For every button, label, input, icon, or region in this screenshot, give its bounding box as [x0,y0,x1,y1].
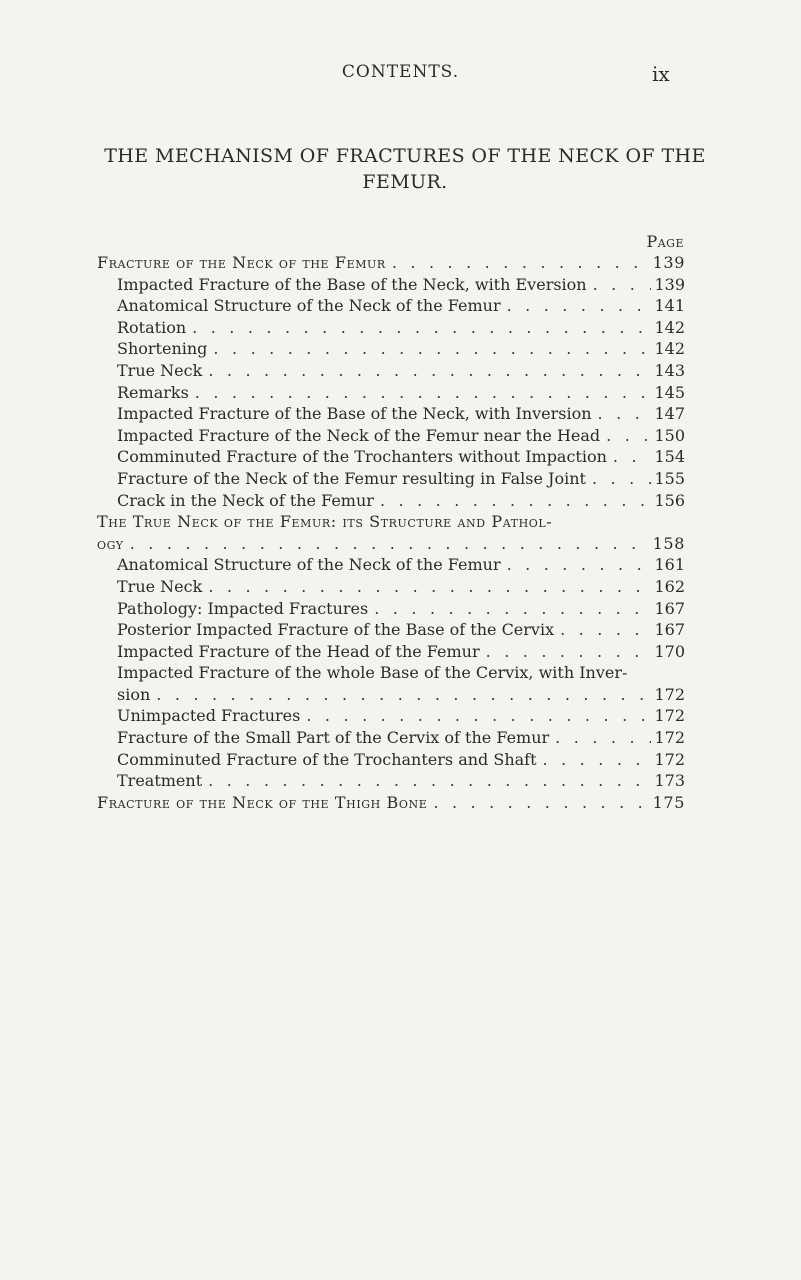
toc-sub-entry [97,274,685,296]
toc-main-entry [97,511,685,533]
toc-entry-title: Fracture of the Neck of the Femur [97,253,386,272]
dot-leader [501,554,651,576]
toc-entry-page: 170 [654,641,685,661]
toc-entry-title: Anatomical Structure of the Neck of the Femur [117,296,501,316]
toc-sub-entry [97,619,685,641]
toc-entry-title: Fracture of the Neck of the Femur resulting in False Joint [117,468,586,488]
dot-leader [554,619,651,641]
toc-entry-title: Crack in the Neck of the Femur [117,490,374,510]
dot-leader [300,705,651,727]
toc-entry-page: 142 [654,339,685,359]
toc-entry-title: sion [117,684,151,704]
toc-sub-entry [97,446,685,468]
dot-leader [202,576,651,598]
toc-entry-page: 156 [654,490,685,510]
toc-entry-title: Pathology: Impacted Fractures [117,598,369,618]
toc-sub-entry [97,317,685,339]
toc-sub-entry [97,727,685,749]
toc-entry-page: 167 [654,598,685,618]
toc-entry-page: 158 [652,533,685,553]
toc-entry-page: 145 [654,382,685,402]
toc-sub-entry [97,662,685,684]
toc-entry-page: 143 [654,360,685,380]
toc-entry-page: 172 [654,706,685,726]
dot-leader [586,468,651,490]
page-column-label: Page [646,232,684,251]
dot-leader [607,446,651,468]
toc-sub-entry [97,770,685,792]
toc-entry-title: Comminuted Fracture of the Trochanters without Impaction [117,447,607,467]
dot-leader [202,770,651,792]
toc-sub-entry [97,490,685,512]
running-title: CONTENTS. [341,62,460,82]
toc-main-entry [97,792,685,814]
section-title: THE MECHANISM OF FRACTURES OF THE NECK OF THE FEMUR. [104,145,706,193]
toc-sub-entry [97,382,685,404]
toc-main-entry [97,252,685,274]
toc-entry-title: Impacted Fracture of the Head of the Femur [117,641,480,661]
running-head [0,62,801,90]
dot-leader [480,641,651,663]
toc-entry-page: 155 [654,468,685,488]
dot-leader [600,425,651,447]
toc-entry-page: 154 [654,447,685,467]
dot-leader [427,792,651,814]
toc-sub-entry [97,749,685,771]
page-number: ix [652,62,670,86]
toc-entry-page: 147 [654,404,685,424]
toc-entry-title: Impacted Fracture of the Neck of the Femur near the Head [117,425,601,445]
toc-entry-page: 161 [654,555,685,575]
toc-entry-title: Impacted Fracture of the Base of the Neck, with Eversion [117,274,587,294]
dot-leader [207,338,651,360]
toc-entry-title: Fracture of the Neck of the Thigh Bone [97,792,428,812]
toc-entry-title: Remarks [117,382,189,402]
toc-entry-page: 139 [654,274,685,294]
toc-sub-entry [97,705,685,727]
toc-entry-page: 167 [654,620,685,640]
toc-entry-page: 150 [654,425,685,445]
toc-entry-title: ogy [97,533,124,553]
toc-entry-title: True Neck [117,360,203,380]
toc-sub-entry [97,360,685,382]
toc-sub-entry [97,684,685,706]
toc-entry-title: Comminuted Fracture of the Trochanters and Shaft [117,749,537,769]
dot-leader [587,274,651,296]
toc-sub-entry [97,576,685,598]
toc-entry-page: 139 [652,253,685,272]
toc-sub-entry [97,554,685,576]
toc-entry-title: The True Neck of the Femur: its Structure and Pathol- [97,512,553,532]
dot-leader [186,317,651,339]
toc-entry-title: Rotation [117,317,187,337]
dot-leader [189,382,651,404]
toc-entry-page: 162 [654,576,685,596]
toc-sub-entry [97,338,685,360]
toc-entry-page: 142 [654,317,685,337]
dot-leader [549,727,651,749]
toc-entry-page: 172 [654,728,685,748]
toc-sub-entry [97,295,685,317]
toc-sub-entry [97,468,685,490]
toc-entry-title: Shortening [117,339,208,359]
toc-entry-title: Fracture of the Small Part of the Cervix of the Femur [117,728,550,748]
dot-leader [374,490,651,512]
dot-leader [202,360,651,382]
dot-leader [368,598,651,620]
toc-entry-title: Treatment [117,771,203,791]
dot-leader [537,749,651,771]
toc-sub-entry [97,403,685,425]
toc-entry-page: 172 [654,749,685,769]
toc-main-entry [97,533,685,555]
toc-entry-page: 141 [654,296,685,316]
toc-entry-title: Anatomical Structure of the Neck of the Femur [117,555,501,575]
toc-entry-title: Impacted Fracture of the Base of the Neck, with Inversion [117,404,592,424]
dot-leader [386,252,651,274]
toc-entry-title: True Neck [117,576,203,596]
dot-leader [150,684,651,706]
toc-sub-entry [97,641,685,663]
toc-entry-title: Posterior Impacted Fracture of the Base of the Cervix [117,620,555,640]
dot-leader [592,403,651,425]
toc-entry-page: 172 [654,684,685,704]
toc-entry-page: 173 [654,771,685,791]
toc-sub-entry [97,425,685,447]
toc-entry-page: 175 [652,792,685,812]
dot-leader [501,295,651,317]
toc-entry-title: Unimpacted Fractures [117,706,301,726]
toc-entry-title: Impacted Fracture of the whole Base of the Cervix, with Inver- [117,663,628,683]
table-of-contents [97,252,685,813]
dot-leader [124,533,651,555]
toc-sub-entry [97,598,685,620]
